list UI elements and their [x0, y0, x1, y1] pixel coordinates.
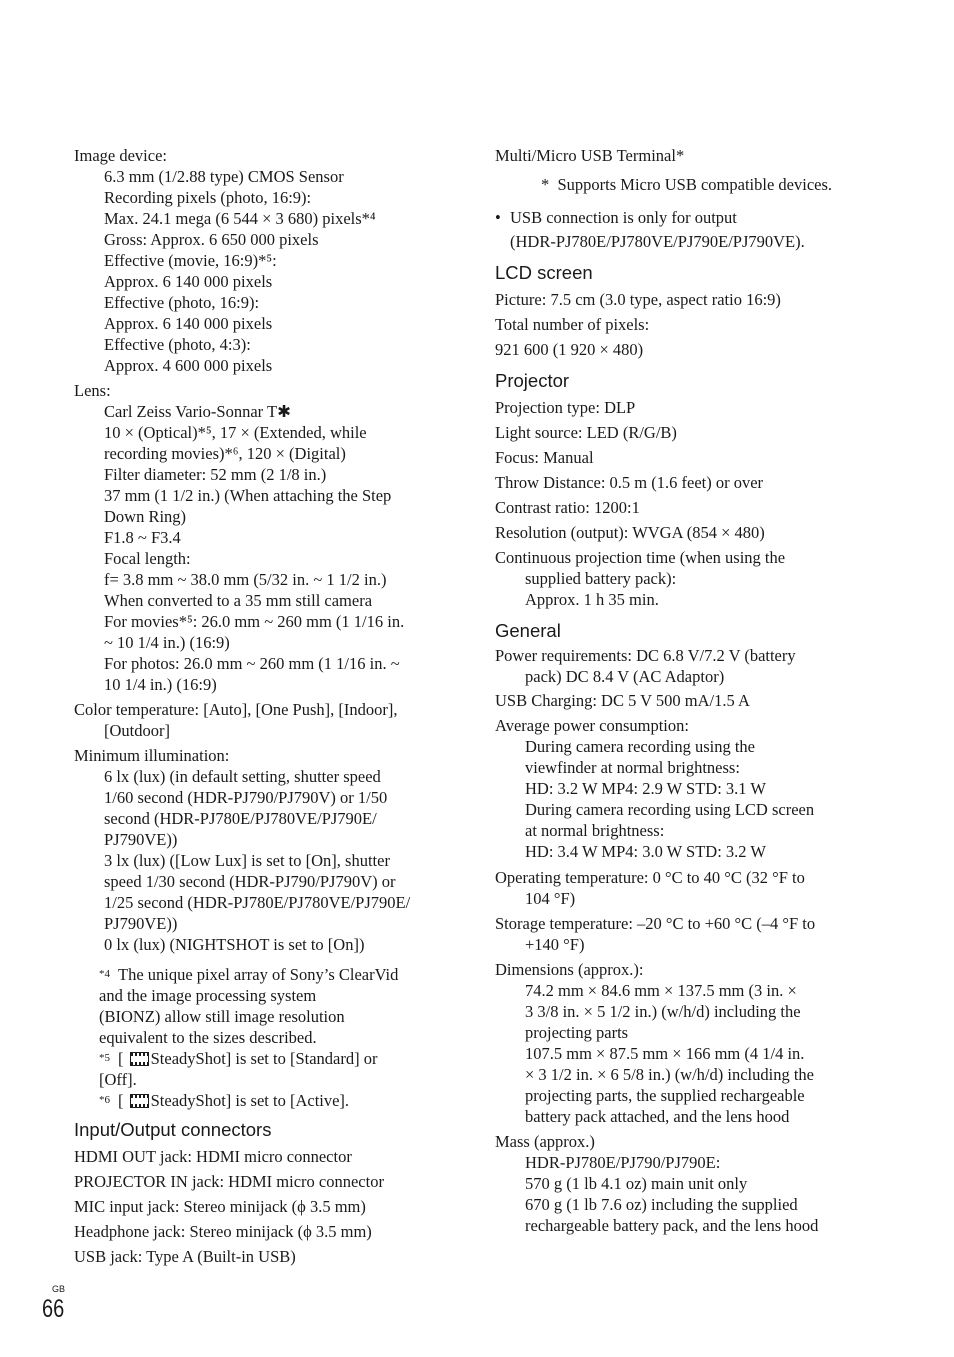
spec-line: When converted to a 35 mm still camera [104, 591, 373, 610]
spec-label: Minimum illumination: [74, 746, 230, 765]
footnotes [74, 964, 454, 1111]
spec-label: Mass (approx.) [495, 1132, 595, 1151]
spec-line: Throw Distance: 0.5 m (1.6 feet) or over [495, 473, 764, 492]
spec-line: Total number of pixels: [495, 315, 650, 334]
spec-line: 570 g (1 lb 4.1 oz) main unit only [525, 1174, 748, 1193]
spec-label: Lens: [74, 381, 111, 400]
spec-line: viewfinder at normal brightness: [525, 758, 740, 777]
spec-label: Average power consumption: [495, 716, 689, 735]
spec-line: HD: 3.4 W MP4: 3.0 W STD: 3.2 W [525, 842, 766, 861]
spec-line: Approx. 4 600 000 pixels [104, 356, 273, 375]
spec-line: Approx. 6 140 000 pixels [104, 314, 273, 333]
spec-line: Approx. 6 140 000 pixels [104, 272, 273, 291]
spec-line: 10 1/4 in.) (16:9) [104, 675, 217, 694]
dimensions-spec [495, 959, 870, 1127]
lcd-spec-list [495, 287, 870, 362]
spec-line: projecting parts [525, 1023, 629, 1042]
spec-line: 6.3 mm (1/2.88 type) CMOS Sensor [104, 167, 344, 186]
average-power-spec [495, 715, 870, 862]
footnote-mark: *5 [99, 1052, 110, 1064]
spec-line: battery pack attached, and the lens hood [525, 1107, 790, 1126]
usb-terminal-note [495, 174, 870, 195]
projection-time-spec [495, 547, 870, 610]
spec-line: For movies*⁵: 26.0 mm ~ 260 mm (1 1/16 in. [104, 612, 405, 631]
spec-line: × 3 1/2 in. × 6 5/8 in.) (w/h/d) including the [525, 1065, 814, 1084]
spec-line: pack) DC 8.4 V (AC Adaptor) [525, 667, 725, 686]
operating-temperature-spec [495, 867, 870, 909]
section-heading-projector: Projector [495, 370, 570, 391]
io-connectors-list [74, 1144, 454, 1269]
footnote-text: [ [118, 1049, 124, 1068]
note-text: Supports Micro USB compatible devices. [557, 175, 833, 194]
spec-line: For photos: 26.0 mm ~ 260 mm (1 1/16 in. ~ [104, 654, 400, 673]
spec-line: 74.2 mm × 84.6 mm × 137.5 mm (3 in. × [525, 981, 797, 1000]
spec-line: PJ790VE)) [104, 914, 178, 933]
spec-line: Effective (photo, 4:3): [104, 335, 251, 354]
footnote-mark: *6 [99, 1094, 110, 1106]
spec-line: Projection type: DLP [495, 398, 636, 417]
io-item: USB jack: Type A (Built-in USB) [74, 1247, 296, 1266]
spec-line: Light source: LED (R/G/B) [495, 423, 677, 442]
footnote-text: The unique pixel array of Sony’s ClearVid [118, 965, 399, 984]
spec-label: Storage temperature: –20 °C to +60 °C (–4 °F to [495, 914, 816, 933]
io-item: MIC input jack: Stereo minijack (ϕ 3.5 mm) [74, 1197, 366, 1216]
spec-line: 6 lx (lux) (in default setting, shutter speed [104, 767, 381, 786]
region-code: GB [52, 1284, 66, 1294]
spec-line: Focal length: [104, 549, 191, 568]
spec-line: PJ790VE)) [104, 830, 178, 849]
usb-terminal-spec: Multi/Micro USB Terminal* [495, 146, 685, 165]
spec-line: Approx. 1 h 35 min. [525, 590, 659, 609]
section-heading-lcd-screen: LCD screen [495, 262, 593, 283]
spec-line: f= 3.8 mm ~ 38.0 mm (5/32 in. ~ 1 1/2 in.) [104, 570, 387, 589]
spec-line: 670 g (1 lb 7.6 oz) including the supplied [525, 1195, 798, 1214]
page-footer [42, 1284, 70, 1324]
note-mark: * [541, 175, 550, 194]
spec-line: at normal brightness: [525, 821, 665, 840]
footnote-6 [74, 1090, 454, 1111]
spec-label: Operating temperature: 0 °C to 40 °C (32 °F to [495, 868, 805, 887]
spec-line: HDR-PJ780E/PJ790/PJ790E: [525, 1153, 721, 1172]
spec-line: second (HDR-PJ780E/PJ780VE/PJ790E/ [104, 809, 377, 828]
footnote-text: equivalent to the sizes described. [99, 1028, 317, 1047]
io-item: Headphone jack: Stereo minijack (ϕ 3.5 mm) [74, 1222, 372, 1241]
footnote-text: (BIONZ) allow still image resolution [99, 1007, 345, 1026]
mass-spec [495, 1131, 870, 1236]
movie-film-icon [130, 1094, 149, 1108]
bullet-text: (HDR-PJ780E/PJ780VE/PJ790E/PJ790VE). [510, 232, 805, 251]
usb-charging-spec: USB Charging: DC 5 V 500 mA/1.5 A [495, 691, 750, 710]
projector-spec-list [495, 395, 870, 545]
spec-line: Effective (movie, 16:9)*⁵: [104, 251, 277, 270]
spec-line: ~ 10 1/4 in.) (16:9) [104, 633, 230, 652]
spec-line: 3 lx (lux) ([Low Lux] is set to [On], shutter [104, 851, 390, 870]
io-item: PROJECTOR IN jack: HDMI micro connector [74, 1172, 384, 1191]
footnote-text: [Off]. [99, 1070, 137, 1089]
spec-line: projecting parts, the supplied rechargeable [525, 1086, 805, 1105]
usb-output-bullet [495, 206, 870, 254]
bullet-mark: • [495, 208, 501, 227]
spec-line: Effective (photo, 16:9): [104, 293, 260, 312]
spec-line: HD: 3.2 W MP4: 2.9 W STD: 3.1 W [525, 779, 766, 798]
spec-line: During camera recording using LCD screen [525, 800, 815, 819]
spec-line: [Outdoor] [104, 721, 170, 740]
power-requirements-spec [495, 645, 870, 687]
right-column [495, 145, 870, 1236]
bullet-text: USB connection is only for output [510, 208, 737, 227]
spec-line: Filter diameter: 52 mm (2 1/8 in.) [104, 465, 327, 484]
image-device-spec [74, 145, 454, 376]
spec-line: recording movies)*⁶, 120 × (Digital) [104, 444, 346, 463]
page-number: 66 [42, 1295, 65, 1323]
spec-label: Color temperature: [Auto], [One Push], [Indoor], [74, 700, 398, 719]
spec-line: 10 × (Optical)*⁵, 17 × (Extended, while [104, 423, 367, 442]
spec-label: Continuous projection time (when using the [495, 548, 786, 567]
spec-line: 1/60 second (HDR-PJ790/PJ790V) or 1/50 [104, 788, 388, 807]
movie-film-icon [130, 1052, 149, 1066]
spec-label: Dimensions (approx.): [495, 960, 644, 979]
storage-temperature-spec [495, 913, 870, 955]
spec-line: 0 lx (lux) (NIGHTSHOT is set to [On]) [104, 935, 365, 954]
spec-line: 37 mm (1 1/2 in.) (When attaching the Step [104, 486, 392, 505]
spec-line: Recording pixels (photo, 16:9): [104, 188, 312, 207]
spec-line: Picture: 7.5 cm (3.0 type, aspect ratio 16:9) [495, 290, 781, 309]
minimum-illumination-spec [74, 745, 454, 955]
spec-line: Down Ring) [104, 507, 187, 526]
io-item: HDMI OUT jack: HDMI micro connector [74, 1147, 352, 1166]
spec-line: During camera recording using the [525, 737, 756, 756]
spec-line: Contrast ratio: 1200:1 [495, 498, 640, 517]
footnote-text: and the image processing system [99, 986, 317, 1005]
spec-label: Image device: [74, 146, 167, 165]
spec-line: rechargeable battery pack, and the lens hood [525, 1216, 819, 1235]
footnote-text: [ [118, 1091, 124, 1110]
spec-line: Gross: Approx. 6 650 000 pixels [104, 230, 319, 249]
section-heading-input-output: Input/Output connectors [74, 1119, 272, 1140]
spec-line: 1/25 second (HDR-PJ780E/PJ780VE/PJ790E/ [104, 893, 411, 912]
spec-line: Resolution (output): WVGA (854 × 480) [495, 523, 765, 542]
lens-spec [74, 380, 454, 695]
spec-line: Max. 24.1 mega (6 544 × 3 680) pixels*⁴ [104, 209, 376, 228]
spec-line: 3 3/8 in. × 5 1/2 in.) (w/h/d) including the [525, 1002, 801, 1021]
spec-line: 104 °F) [525, 889, 576, 908]
spec-line: Focus: Manual [495, 448, 594, 467]
footnote-5 [74, 1048, 454, 1090]
spec-line: +140 °F) [525, 935, 585, 954]
left-column [74, 145, 454, 1269]
footnote-mark: *4 [99, 968, 110, 980]
spec-label: Power requirements: DC 6.8 V/7.2 V (battery [495, 646, 796, 665]
color-temperature-spec [74, 699, 454, 741]
spec-line: supplied battery pack): [525, 569, 677, 588]
spec-line: 107.5 mm × 87.5 mm × 166 mm (4 1/4 in. [525, 1044, 805, 1063]
spec-line: speed 1/30 second (HDR-PJ790/PJ790V) or [104, 872, 396, 891]
spec-line: F1.8 ~ F3.4 [104, 528, 181, 547]
section-heading-general: General [495, 620, 561, 641]
footnote-4 [74, 964, 454, 1048]
footnote-text: SteadyShot] is set to [Active]. [150, 1091, 350, 1110]
footnote-text: SteadyShot] is set to [Standard] or [150, 1049, 378, 1068]
spec-line: Carl Zeiss Vario-Sonnar T✱ [104, 402, 291, 421]
spec-line: 921 600 (1 920 × 480) [495, 340, 644, 359]
